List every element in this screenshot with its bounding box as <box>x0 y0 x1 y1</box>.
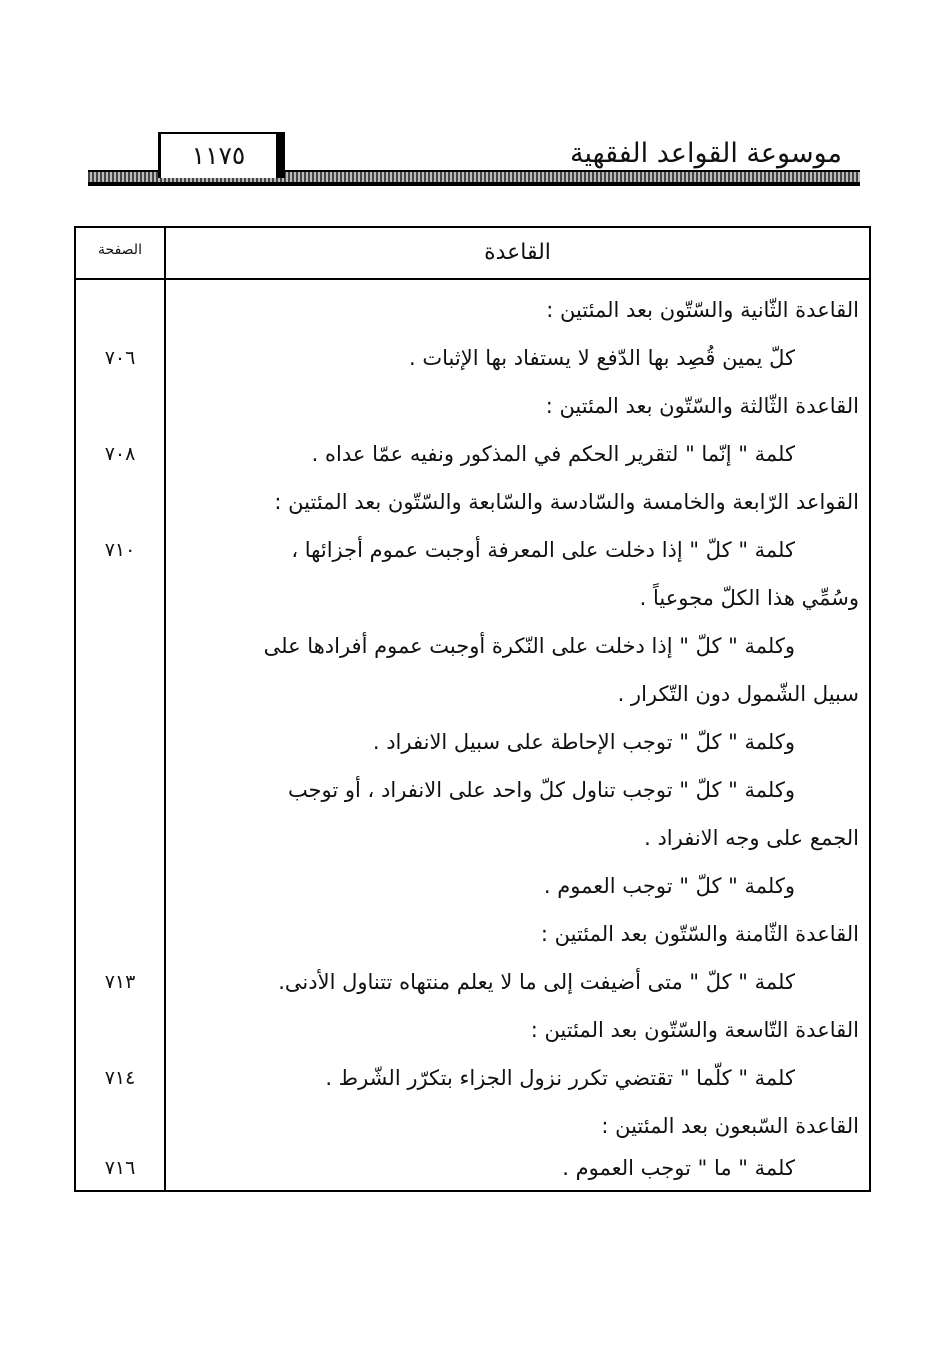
rule-text: سبيل الشّمول دون التّكرار . <box>617 682 859 706</box>
rule-heading: القاعدة التّاسعة والسّتّون بعد المئتين : <box>530 1018 859 1042</box>
rule-heading: القاعدة السّبعون بعد المئتين : <box>601 1114 859 1138</box>
rule-text: وكلمة " كلّ " إذا دخلت على النّكرة أوجبت عموم أفرادها على <box>263 634 795 658</box>
column-header-page: الصفحة <box>98 242 142 258</box>
rule-text: كلّ يمين قُصِد بها الدّفع لا يستفاد بها الإثبات . <box>409 346 795 370</box>
rule-text: كلمة " كلّ " متى أضيفت إلى ما لا يعلم منتهاه تتناول الأدنى. <box>278 970 795 994</box>
rule-text: كلمة " كلّما " تقتضي تكرر نزول الجزاء بتكرّر الشّرط . <box>325 1066 795 1090</box>
page-number: ١١٧٥ <box>158 132 285 178</box>
page-ref: ٧١٣ <box>104 971 136 993</box>
rule-heading: القاعدة الثّانية والسّتّون بعد المئتين : <box>546 298 859 322</box>
page-ref: ٧٠٨ <box>104 443 136 465</box>
rule-heading: القاعدة الثّالثة والسّتّون بعد المئتين : <box>545 394 859 418</box>
rule-text: وكلمة " كلّ " توجب تناول كلّ واحد على الانفراد ، أو توجب <box>287 778 795 802</box>
column-header-rule: القاعدة <box>484 240 551 265</box>
rule-heading: القواعد الرّابعة والخامسة والسّادسة والسّابعة والسّتّون بعد المئتين : <box>274 490 859 514</box>
page-ref: ٧١٦ <box>104 1157 136 1179</box>
rule-text: كلمة " إنّما " لتقرير الحكم في المذكور ونفيه عمّا عداه . <box>311 442 795 466</box>
page-ref: ٧١٠ <box>104 539 136 561</box>
rule-text: كلمة " كلّ " إذا دخلت على المعرفة أوجبت عموم أجزائها ، <box>291 538 795 562</box>
index-table <box>74 226 871 1192</box>
page-header <box>88 128 860 188</box>
page-ref: ٧٠٦ <box>104 347 136 369</box>
rule-heading: القاعدة الثّامنة والسّتّون بعد المئتين : <box>540 922 859 946</box>
rule-text: وكلمة " كلّ " توجب الإحاطة على سبيل الانفراد . <box>372 730 795 754</box>
rule-text: كلمة " ما " توجب العموم . <box>562 1156 795 1180</box>
rule-text: الجمع على وجه الانفراد . <box>644 826 859 850</box>
rule-text: وسُمِّي هذا الكلّ مجوعياً . <box>639 586 859 610</box>
book-title: موسوعة القواعد الفقهية <box>570 138 842 169</box>
page-ref: ٧١٤ <box>104 1067 136 1089</box>
rule-text: وكلمة " كلّ " توجب العموم . <box>543 874 795 898</box>
header-separator <box>76 278 869 280</box>
